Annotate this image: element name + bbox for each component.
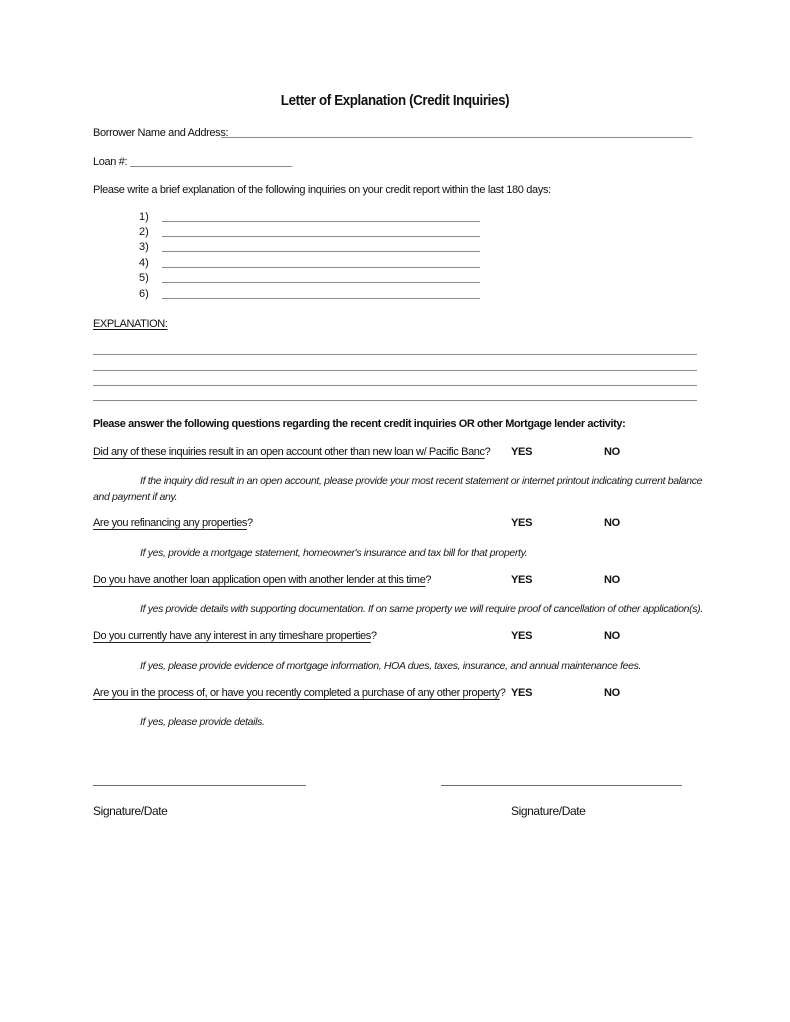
inquiry-field-4[interactable] (162, 267, 480, 268)
question-text: Do you currently have any interest in any timeshare properties (93, 630, 371, 642)
question-1 (93, 446, 490, 458)
question-text: Do you have another loan application open with another lender at this time (93, 574, 426, 586)
question-5-no[interactable]: NO (604, 687, 620, 699)
inquiry-number: 5) (139, 272, 149, 284)
question-1-note-continued: and payment if any. (93, 491, 178, 503)
inquiry-number: 4) (139, 257, 149, 269)
question-4-note: If yes, please provide evidence of mortgage information, HOA dues, taxes, insurance, and annual maintenance fees. (140, 660, 642, 672)
question-3-note: If yes provide details with supporting documentation. If on same property we will require proof of cancellation of other application(s). (140, 603, 703, 615)
explanation-line-4[interactable] (93, 400, 697, 401)
question-3 (93, 574, 431, 586)
question-mark: ? (246, 517, 253, 529)
question-5 (93, 687, 505, 699)
loan-number-label: Loan #: (93, 156, 128, 168)
question-4-no[interactable]: NO (604, 630, 620, 642)
inquiry-field-1[interactable] (162, 221, 480, 222)
question-2-no[interactable]: NO (604, 517, 620, 529)
inquiry-number: 2) (139, 226, 149, 238)
question-5-yes[interactable]: YES (511, 687, 533, 699)
question-5-note: If yes, please provide details. (140, 716, 265, 728)
question-4 (93, 630, 377, 642)
inquiry-field-5[interactable] (162, 282, 480, 283)
document-title: Letter of Explanation (Credit Inquiries) (280, 93, 510, 109)
question-4-yes[interactable]: YES (511, 630, 533, 642)
question-mark: ? (499, 687, 506, 699)
inquiry-field-6[interactable] (162, 298, 480, 299)
explanation-line-3[interactable] (93, 385, 697, 386)
explanation-line-1[interactable] (93, 354, 697, 355)
signature-date-label-right: Signature/Date (511, 804, 586, 818)
signature-line-left[interactable] (93, 785, 306, 786)
inquiry-number: 3) (139, 241, 149, 253)
question-2 (93, 517, 253, 529)
question-mark: ? (484, 446, 491, 458)
signature-line-right[interactable] (441, 785, 682, 786)
questions-heading: Please answer the following questions regarding the recent credit inquiries OR other Mortgage lender activity: (93, 418, 626, 430)
question-1-note: If the inquiry did result in an open account, please provide your most recent statement or internet printout indicating current balance (140, 475, 703, 487)
borrower-name-address-field[interactable] (221, 137, 692, 138)
question-mark: ? (370, 630, 377, 642)
question-text: Are you refinancing any properties (93, 517, 247, 529)
question-3-no[interactable]: NO (604, 574, 620, 586)
inquiry-number: 1) (139, 211, 149, 223)
question-1-yes[interactable]: YES (511, 446, 533, 458)
inquiry-field-3[interactable] (162, 251, 480, 252)
question-text: Are you in the process of, or have you recently completed a purchase of any other property (93, 687, 500, 699)
inquiries-instructions: Please write a brief explanation of the following inquiries on your credit report within the last 180 days: (93, 184, 551, 196)
question-2-yes[interactable]: YES (511, 517, 533, 529)
inquiry-number: 6) (139, 288, 149, 300)
question-text: Did any of these inquiries result in an open account other than new loan w/ Pacific Banc (93, 446, 485, 458)
borrower-label: Borrower Name and Address: (93, 127, 229, 139)
question-2-note: If yes, provide a mortgage statement, homeowner's insurance and tax bill for that property. (140, 547, 528, 559)
question-3-yes[interactable]: YES (511, 574, 533, 586)
explanation-label: EXPLANATION: (93, 318, 168, 330)
question-1-no[interactable]: NO (604, 446, 620, 458)
signature-date-label-left: Signature/Date (93, 804, 168, 818)
loan-number-field[interactable] (130, 166, 292, 167)
explanation-line-2[interactable] (93, 370, 697, 371)
question-mark: ? (425, 574, 432, 586)
inquiry-field-2[interactable] (162, 236, 480, 237)
